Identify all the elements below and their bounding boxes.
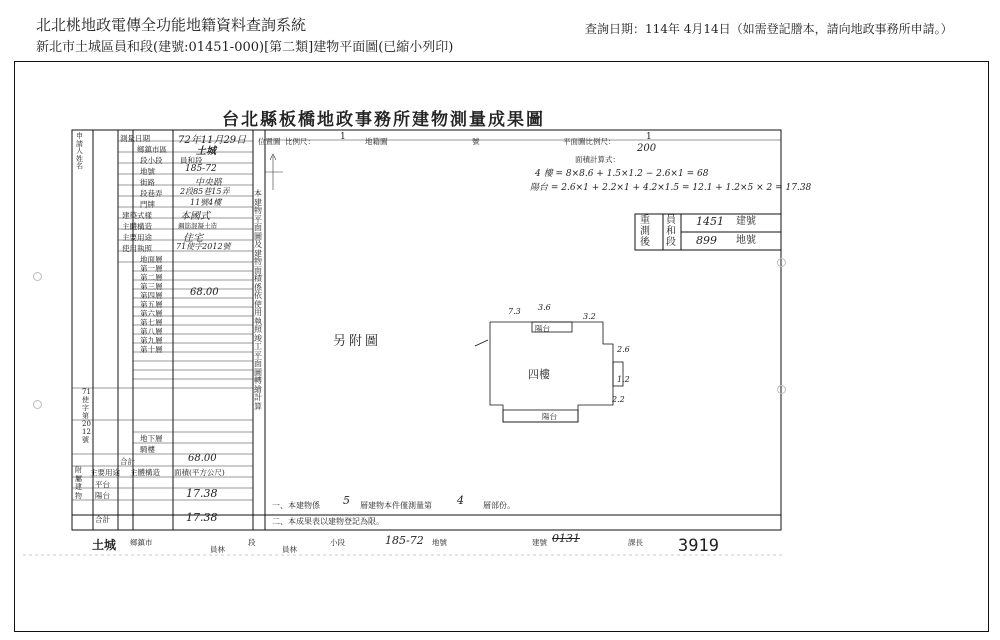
footer-chief: 員林: [210, 545, 225, 554]
note-1-middle: 層建物本件僅測量第: [360, 501, 432, 510]
system-title: 北北桃地政電傳全功能地籍資料查詢系統: [36, 16, 307, 34]
plan-scale-denominator: 200: [637, 143, 657, 154]
lot-label: 號: [472, 137, 480, 146]
floor-7: 第七層: [140, 318, 163, 327]
area-formula-4f: 4 樓 = 8×8.6 + 1.5×1.2 − 2.6×1 = 68: [535, 169, 709, 179]
floor-3: 第三層: [140, 282, 163, 291]
basement-label: 地下層: [140, 434, 163, 443]
floor-8: 第八層: [140, 327, 163, 336]
floor-1: 第一層: [140, 264, 163, 273]
dim-right-1: 2.6: [617, 345, 630, 354]
floor-6: 第六層: [140, 309, 163, 318]
footer-district: 土城: [92, 538, 117, 552]
structure-label: 主體構造: [122, 222, 152, 231]
total-value: 68.00: [188, 453, 217, 464]
location-scale-label: 比例尺：: [285, 137, 315, 146]
note-2: 二、本成果表以建物登記為限。: [272, 517, 384, 526]
balcony-bottom-label: 陽台: [542, 412, 557, 421]
city-label: 鄉鎮市區: [137, 145, 167, 154]
document-title: 台北縣板橋地政事務所建物測量成果圖: [222, 110, 545, 130]
lane-label: 段巷弄: [140, 189, 163, 198]
lot-label-2: 地號: [140, 167, 155, 176]
usage-label: 主要用途: [122, 233, 152, 242]
floor-4-area: 68.00: [190, 287, 219, 298]
footer-section-label: 段: [248, 538, 256, 547]
attached-use-label: 主要用途: [90, 468, 120, 477]
area-formula-balcony: 陽台 = 2.6×1 + 2.2×1 + 4.2×1.5 = 12.1 + 1.2×5 × 2 = 17.38: [530, 183, 812, 193]
permit-label: 使用執照: [122, 244, 152, 253]
note-1-end: 層部份。: [483, 501, 515, 510]
document-subtitle: 新北市土城區員和段(建號:01451-000)[第二類]建物平面圖(已縮小列印): [36, 40, 454, 55]
platform-label: 平台: [95, 480, 110, 489]
footer-subsection-label: 小段: [330, 538, 345, 547]
attached-structure-label: 主體構造: [130, 468, 160, 477]
road-label: 街路: [140, 178, 155, 187]
lot-value: 185-72: [185, 164, 217, 174]
dim-top-right: 3.2: [583, 312, 596, 321]
box-building-label: 建號: [736, 216, 756, 227]
other-attachment-label: 另附圖: [333, 334, 382, 349]
attached-building-label: 附屬建物: [75, 466, 82, 500]
plan-scale-numerator: 1: [646, 132, 652, 142]
floor-2: 第二層: [140, 273, 163, 282]
footer-staff: 員林: [282, 545, 297, 554]
section-value: 員和段: [180, 156, 203, 165]
total-label: 合計: [120, 457, 135, 466]
applicant-label: 申請人姓名: [76, 132, 83, 170]
dim-right-3: 2.2: [612, 395, 625, 404]
footer-building-label: 建號: [532, 538, 547, 547]
lane-value: 2段85巷15弄: [180, 187, 230, 196]
balcony-area: 17.38: [186, 487, 218, 500]
punch-hole: [777, 385, 786, 394]
floor-ground: 地面層: [140, 255, 163, 264]
style-value: 本國式: [180, 211, 210, 222]
note-1-floor-surveyed: 4: [457, 494, 464, 507]
balcony-top-label: 陽台: [535, 324, 550, 333]
footer-building-number: 0131: [552, 532, 580, 545]
vertical-note: 本建物平面圖及建物面積係依使用執照竣工平面圖轉繪計算: [254, 189, 262, 411]
road-value: 中央路: [195, 178, 223, 188]
attached-area-label: 面積(平方公尺): [174, 468, 225, 477]
attached-total-value: 17.38: [186, 511, 218, 524]
query-date: 查詢日期：114年 4月14日（如需登記謄本，請向地政事務所申請。）: [585, 22, 953, 36]
location-map-label: 位置圖: [258, 137, 281, 146]
permit-value: 71使字2012號: [176, 242, 231, 251]
dim-top-left: 7.3: [508, 307, 521, 316]
dim-top-mid: 3.6: [538, 303, 551, 312]
note-1-floors: 5: [343, 494, 350, 507]
footer-lot-number: 185-72: [385, 534, 424, 547]
survey-date-value: 72年11月29日: [178, 135, 247, 146]
floor-10: 第十層: [140, 345, 163, 354]
punch-hole: [33, 400, 42, 409]
area-calc-label: 面積計算式：: [575, 155, 620, 164]
location-scale-value: 1: [340, 132, 346, 142]
resurvey-label: 重測後: [640, 215, 650, 248]
section-label: 員和段: [666, 215, 676, 248]
floor-plan-label: 四樓: [528, 368, 550, 381]
cadastral-map-label: 地籍圖: [365, 137, 388, 146]
plan-scale-label: 平面圖比例尺：: [563, 137, 616, 146]
sheet-number: 3919: [678, 536, 719, 556]
box-land-label: 地號: [736, 235, 756, 246]
footer-chief-label: 課長: [628, 538, 643, 547]
door-label: 門牌: [140, 200, 155, 209]
punch-hole: [777, 258, 786, 267]
door-value: 11號4樓: [190, 198, 222, 207]
dim-right-2: 1.2: [617, 375, 630, 384]
balcony-label: 陽台: [95, 491, 110, 500]
style-label: 建築式樣: [122, 211, 152, 220]
footer-lot-label: 地號: [432, 538, 447, 547]
attached-total-label: 合計: [95, 515, 110, 524]
structure-value: 鋼筋混凝土造: [178, 222, 217, 230]
city-value: 土城: [196, 146, 216, 157]
punch-hole: [33, 272, 42, 281]
box-land-number: 899: [696, 234, 717, 247]
permit-handwritten: 71使字第2012號: [82, 388, 91, 444]
usage-value: 住宅: [183, 233, 203, 244]
survey-date-label: 測量日期: [120, 134, 150, 143]
floor-9: 第九層: [140, 336, 163, 345]
floor-5: 第五層: [140, 300, 163, 309]
box-building-number: 1451: [696, 215, 724, 228]
section-label-2: 段小段: [140, 156, 163, 165]
mezzanine-label: 騎樓: [140, 445, 155, 454]
footer-city-label: 鄉鎮市: [130, 538, 153, 547]
note-1-start: 一、本建物係: [272, 501, 320, 510]
floor-4: 第四層: [140, 291, 163, 300]
